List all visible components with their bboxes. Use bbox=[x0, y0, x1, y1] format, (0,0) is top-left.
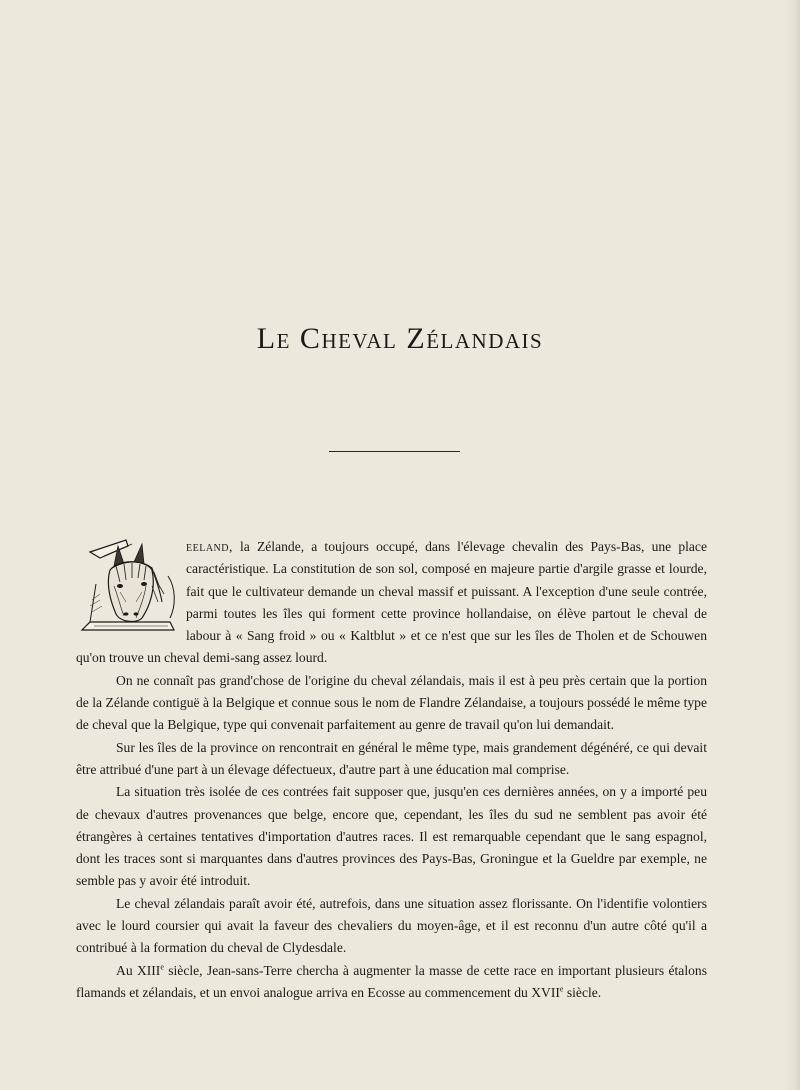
drop-cap-illustration bbox=[76, 536, 180, 634]
paragraph-5: Le cheval zélandais paraît avoir été, autrefois, dans une situation assez florissante. On l'identifie volontiers avec le lourd coursier qui avait la faveur des chevaliers du moyen-âge, et il est reconnu d'un autre côté qu'il a contribué à la formation du cheval de Clydesdale. bbox=[76, 895, 707, 956]
article-body bbox=[76, 536, 707, 1004]
paragraph-2: On ne connaît pas grand'chose de l'origine du cheval zélandais, mais il est à peu près certain que la portion de la Zélande contiguë à la Belgique et connue sous le nom de Flandre Zélandaise, a toujours possédé le même type de cheval que la Belgique, type qui convenait parfaitement au genre de travail qu'on lui demandait. bbox=[76, 672, 707, 733]
paragraph-6-part-b: siècle, Jean-sans-Terre chercha à augmenter la masse de cette race en important plusieurs étalons flamands et zélandais, et un envoi analogue arriva en Ecosse au commencement du XVII bbox=[76, 962, 707, 1000]
paragraph-4: La situation très isolée de ces contrées fait supposer que, jusqu'en ces dernières années, on y a importé peu de chevaux d'autres provenances que belge, encore que, cependant, les îles du sud ne semblent pas avoir été étrangères à certaines tentatives d'importation d'autres races. Il est remarquable cependant que le sang espagnol, dont les traces sont si marquantes dans d'autres provinces des Pays-Bas, Groningue et la Gueldre par exemple, ne semble pas y avoir été introduit. bbox=[76, 784, 707, 889]
page-title: Le Cheval Zélandais bbox=[256, 322, 544, 355]
lead-word: eeland, bbox=[186, 539, 233, 554]
title-divider bbox=[329, 451, 460, 452]
page-edge-shadow bbox=[786, 0, 800, 1090]
paragraph-1-text: la Zélande, a toujours occupé, dans l'élevage chevalin des Pays-Bas, une place caractéristique. La constitution de son sol, composé en majeure partie d'argile grasse et lourde, fait que le cultivateur demande un cheval massif et puissant. A l'exception d'une seule contrée, parmi toutes les îles qui forment cette province hollandaise, on élève partout le cheval de labour à « Sang froid » ou « Kaltblut » et ce n'est que sur les îles de Tholen et de Schouwen qu'on trouve un cheval demi-sang assez lourd. bbox=[76, 539, 707, 666]
paragraph-6-part-a: Au XIII bbox=[116, 962, 161, 978]
paragraph-6-part-c: siècle. bbox=[563, 984, 602, 1000]
paragraph-1 bbox=[76, 536, 707, 670]
paragraph-3: Sur les îles de la province on rencontrait en général le même type, mais grandement dégénéré, ce qui devait être attribué d'une part à un élevage défectueux, d'autre part à une éducation mal comprise. bbox=[76, 739, 707, 777]
paragraph-6 bbox=[76, 960, 707, 1005]
superscript-e: e bbox=[559, 984, 564, 994]
superscript-e: e bbox=[160, 962, 164, 972]
horse-head-icon bbox=[76, 536, 180, 634]
